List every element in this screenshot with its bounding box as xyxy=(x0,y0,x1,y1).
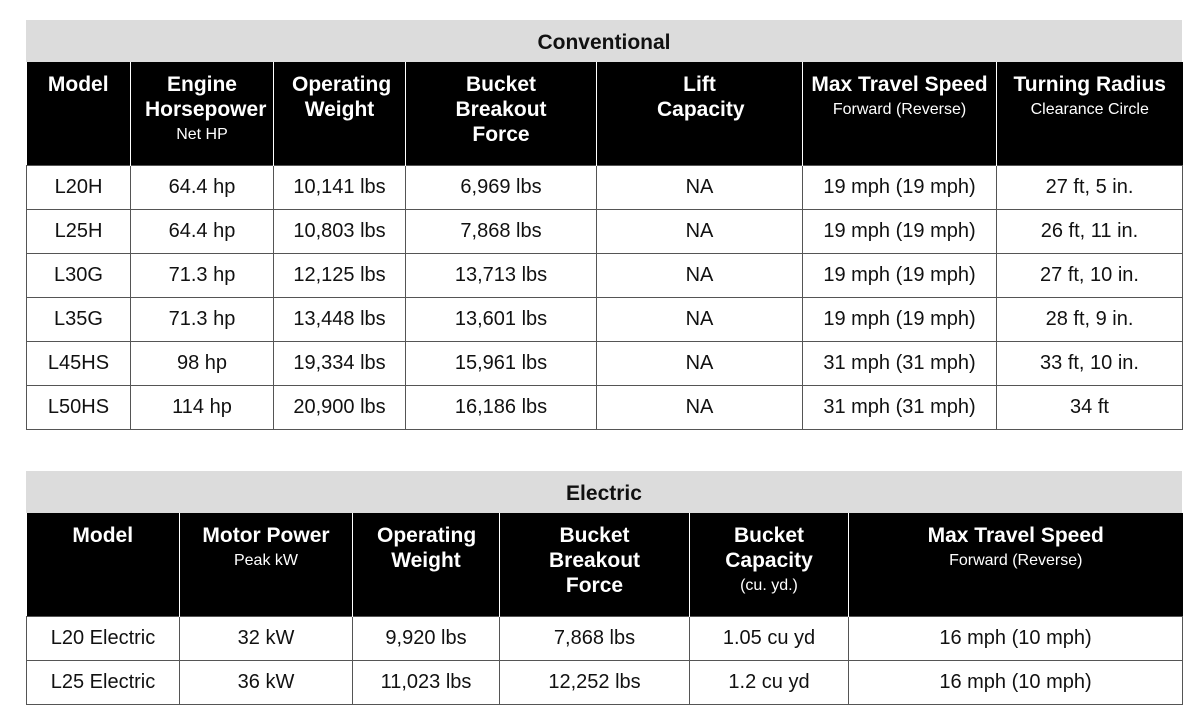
cell-travel-speed: 19 mph (19 mph) xyxy=(803,165,997,209)
cell-operating-weight: 20,900 lbs xyxy=(274,385,406,429)
cell-lift-capacity: NA xyxy=(597,297,803,341)
cell-breakout-force: 7,868 lbs xyxy=(500,616,690,660)
header-bucket-breakout-force: Bucket Breakout Force xyxy=(406,62,597,165)
cell-travel-speed: 31 mph (31 mph) xyxy=(803,385,997,429)
header-bucket-breakout-force: Bucket Breakout Force xyxy=(500,513,690,616)
header-engine-horsepower: Engine Horsepower Net HP xyxy=(131,62,274,165)
cell-model: L30G xyxy=(27,253,131,297)
cell-bucket-capacity: 1.05 cu yd xyxy=(690,616,849,660)
cell-model: L25 Electric xyxy=(27,660,180,704)
cell-breakout-force: 16,186 lbs xyxy=(406,385,597,429)
cell-lift-capacity: NA xyxy=(597,209,803,253)
cell-operating-weight: 10,141 lbs xyxy=(274,165,406,209)
table-row xyxy=(27,253,1183,297)
cell-horsepower: 64.4 hp xyxy=(131,209,274,253)
table-row xyxy=(27,385,1183,429)
conventional-section xyxy=(26,20,1182,430)
conventional-table xyxy=(26,62,1183,430)
cell-turning-radius: 27 ft, 5 in. xyxy=(997,165,1183,209)
cell-horsepower: 71.3 hp xyxy=(131,297,274,341)
cell-turning-radius: 28 ft, 9 in. xyxy=(997,297,1183,341)
cell-breakout-force: 7,868 lbs xyxy=(406,209,597,253)
cell-turning-radius: 26 ft, 11 in. xyxy=(997,209,1183,253)
cell-travel-speed: 19 mph (19 mph) xyxy=(803,297,997,341)
cell-breakout-force: 13,601 lbs xyxy=(406,297,597,341)
cell-operating-weight: 12,125 lbs xyxy=(274,253,406,297)
header-max-travel-speed: Max Travel Speed Forward (Reverse) xyxy=(803,62,997,165)
cell-operating-weight: 13,448 lbs xyxy=(274,297,406,341)
header-max-travel-speed: Max Travel Speed Forward (Reverse) xyxy=(849,513,1183,616)
cell-model: L45HS xyxy=(27,341,131,385)
cell-operating-weight: 11,023 lbs xyxy=(353,660,500,704)
cell-lift-capacity: NA xyxy=(597,341,803,385)
header-motor-power: Motor Power Peak kW xyxy=(180,513,353,616)
conventional-header-row xyxy=(27,62,1183,165)
header-model: Model xyxy=(27,513,180,616)
header-lift-capacity: Lift Capacity xyxy=(597,62,803,165)
cell-breakout-force: 6,969 lbs xyxy=(406,165,597,209)
cell-breakout-force: 12,252 lbs xyxy=(500,660,690,704)
header-operating-weight: Operating Weight xyxy=(274,62,406,165)
electric-title: Electric xyxy=(26,471,1182,513)
cell-lift-capacity: NA xyxy=(597,385,803,429)
conventional-title: Conventional xyxy=(26,20,1182,62)
cell-bucket-capacity: 1.2 cu yd xyxy=(690,660,849,704)
cell-horsepower: 114 hp xyxy=(131,385,274,429)
table-row xyxy=(27,341,1183,385)
table-row xyxy=(27,209,1183,253)
cell-turning-radius: 34 ft xyxy=(997,385,1183,429)
cell-horsepower: 98 hp xyxy=(131,341,274,385)
cell-travel-speed: 16 mph (10 mph) xyxy=(849,660,1183,704)
cell-turning-radius: 27 ft, 10 in. xyxy=(997,253,1183,297)
electric-section xyxy=(26,471,1182,705)
table-row xyxy=(27,297,1183,341)
cell-travel-speed: 19 mph (19 mph) xyxy=(803,209,997,253)
cell-horsepower: 64.4 hp xyxy=(131,165,274,209)
cell-breakout-force: 15,961 lbs xyxy=(406,341,597,385)
cell-operating-weight: 9,920 lbs xyxy=(353,616,500,660)
cell-horsepower: 71.3 hp xyxy=(131,253,274,297)
electric-header-row xyxy=(27,513,1183,616)
cell-model: L20 Electric xyxy=(27,616,180,660)
cell-travel-speed: 19 mph (19 mph) xyxy=(803,253,997,297)
cell-model: L25H xyxy=(27,209,131,253)
cell-motor-power: 36 kW xyxy=(180,660,353,704)
cell-lift-capacity: NA xyxy=(597,253,803,297)
header-turning-radius: Turning Radius Clearance Circle xyxy=(997,62,1183,165)
cell-operating-weight: 10,803 lbs xyxy=(274,209,406,253)
cell-lift-capacity: NA xyxy=(597,165,803,209)
cell-model: L35G xyxy=(27,297,131,341)
table-row xyxy=(27,616,1183,660)
electric-table xyxy=(26,513,1183,705)
header-model: Model xyxy=(27,62,131,165)
cell-motor-power: 32 kW xyxy=(180,616,353,660)
cell-breakout-force: 13,713 lbs xyxy=(406,253,597,297)
header-operating-weight: Operating Weight xyxy=(353,513,500,616)
table-row xyxy=(27,165,1183,209)
cell-operating-weight: 19,334 lbs xyxy=(274,341,406,385)
cell-model: L20H xyxy=(27,165,131,209)
cell-model: L50HS xyxy=(27,385,131,429)
cell-travel-speed: 31 mph (31 mph) xyxy=(803,341,997,385)
header-bucket-capacity: Bucket Capacity (cu. yd.) xyxy=(690,513,849,616)
table-row xyxy=(27,660,1183,704)
cell-travel-speed: 16 mph (10 mph) xyxy=(849,616,1183,660)
cell-turning-radius: 33 ft, 10 in. xyxy=(997,341,1183,385)
